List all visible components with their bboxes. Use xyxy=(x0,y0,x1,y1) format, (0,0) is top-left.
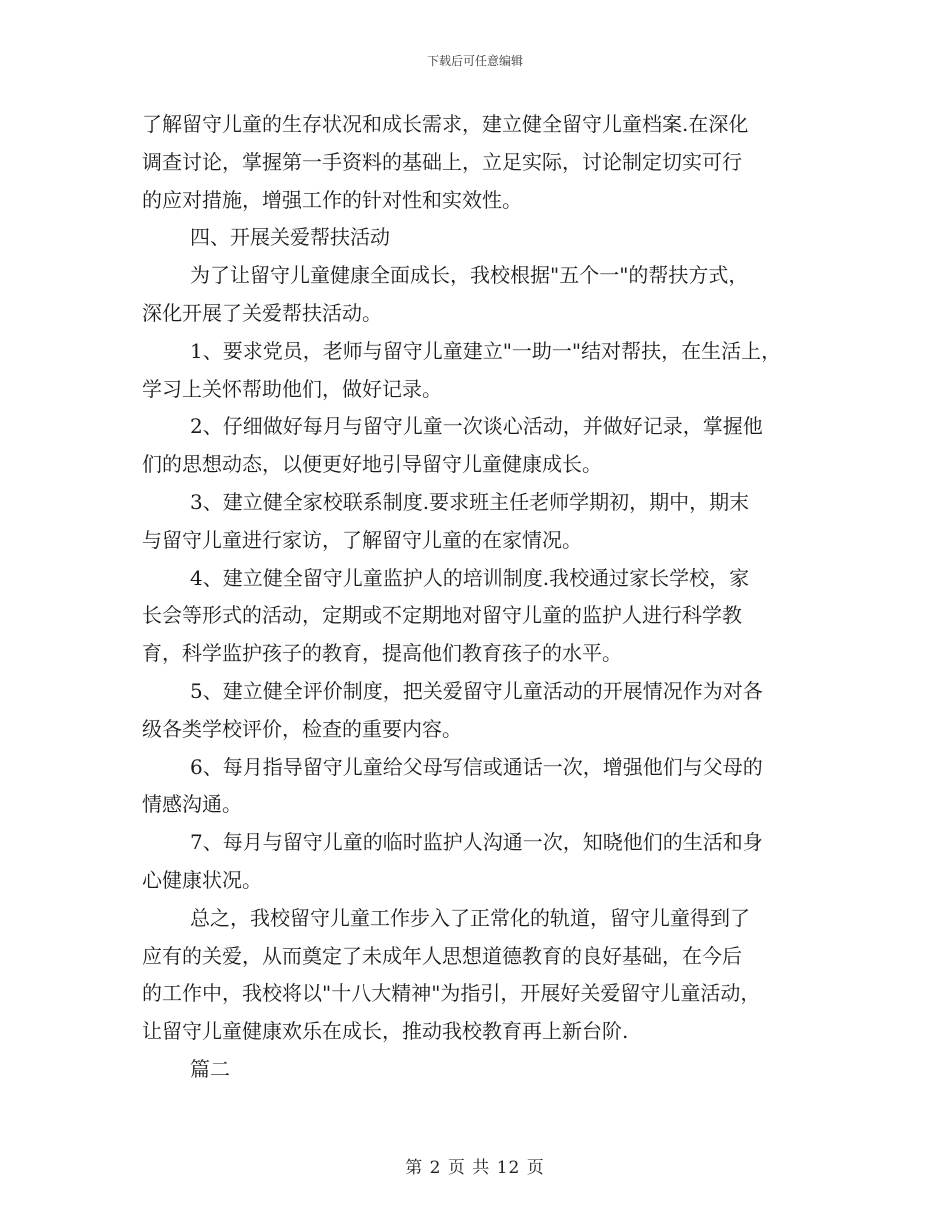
text-line: 了解留守儿童的生存状况和成长需求，建立健全留守儿童档案.在深化 xyxy=(142,112,749,136)
text-line: 应有的关爱，从而奠定了未成年人思想道德教育的良好基础，在今后 xyxy=(142,943,742,968)
text-line: 四、开展关爱帮扶活动 xyxy=(190,225,390,250)
text-line: 6、每月指导留守儿童给父母写信或通话一次，增强他们与父母的 xyxy=(190,754,763,779)
text-line: 5、建立健全评价制度，把关爱留守儿童活动的开展情况作为对各 xyxy=(190,678,763,703)
document-body xyxy=(142,106,822,1089)
text-line: 情感沟通。 xyxy=(142,792,242,817)
text-line: 与留守儿童进行家访，了解留守儿童的在家情况。 xyxy=(142,527,582,552)
page-footer: 第 2 页 共 12 页 xyxy=(405,1158,545,1178)
text-line: 调查讨论，掌握第一手资料的基础上，立足实际，讨论制定切实可行 xyxy=(142,149,742,174)
text-line: 的应对措施，增强工作的针对性和实效性。 xyxy=(142,187,522,212)
text-line: 长会等形式的活动，定期或不定期地对留守儿童的监护人进行科学教 xyxy=(142,603,742,628)
text-line: 育，科学监护孩子的教育，提高他们教育孩子的水平。 xyxy=(142,641,622,666)
page-header: 下载后可任意编辑 xyxy=(426,54,523,68)
text-line: 的工作中，我校将以"十八大精神"为指引，开展好关爱留守儿童活动， xyxy=(142,981,761,1006)
text-line: 篇二 xyxy=(190,1056,230,1081)
text-line: 级各类学校评价，检查的重要内容。 xyxy=(142,716,462,741)
text-line: 心健康状况。 xyxy=(142,867,262,892)
text-line: 4、建立健全留守儿童监护人的培训制度.我校通过家长学校，家 xyxy=(190,565,750,590)
text-line: 总之，我校留守儿童工作步入了正常化的轨道，留守儿童得到了 xyxy=(190,905,750,930)
text-line: 3、建立健全家校联系制度.要求班主任老师学期初，期中，期末 xyxy=(190,489,750,514)
text-line: 们的思想动态，以便更好地引导留守儿童健康成长。 xyxy=(142,452,602,477)
text-line: 深化开展了关爱帮扶活动。 xyxy=(142,300,382,325)
text-line: 1、要求党员，老师与留守儿童建立"一助一"结对帮扶，在生活上， xyxy=(190,338,782,363)
text-line: 学习上关怀帮助他们，做好记录。 xyxy=(142,376,442,401)
text-line: 为了让留守儿童健康全面成长，我校根据"五个一"的帮扶方式， xyxy=(190,263,749,288)
text-line: 7、每月与留守儿童的临时监护人沟通一次，知晓他们的生活和身 xyxy=(190,830,763,855)
text-line: 2、仔细做好每月与留守儿童一次谈心活动，并做好记录，掌握他 xyxy=(190,414,763,439)
text-line: 让留守儿童健康欢乐在成长，推动我校教育再上新台阶. xyxy=(142,1019,629,1044)
